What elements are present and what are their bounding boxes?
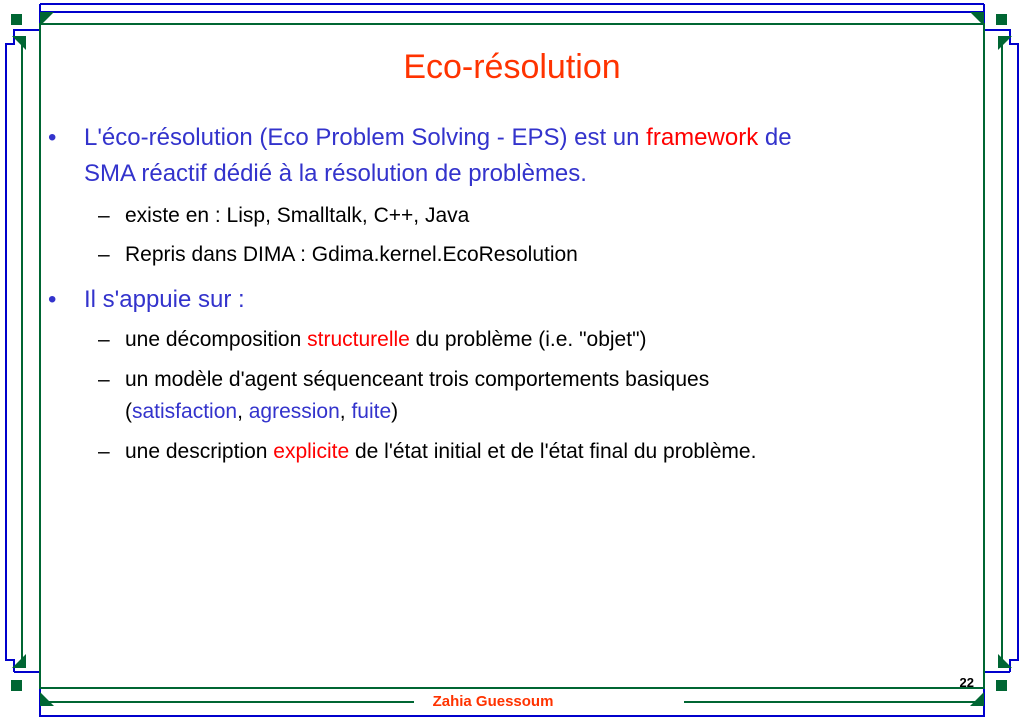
bullet-appuie [48, 282, 984, 318]
paren-close: ) [391, 400, 399, 423]
highlight-structurelle: structurelle [307, 328, 410, 351]
sub-bullet-text: une décomposition [125, 328, 308, 351]
sub-bullet-decomposition [98, 324, 985, 356]
sub-bullet-languages [98, 200, 985, 232]
dash-marker: – [98, 328, 110, 351]
bullet-eco-resolution [48, 120, 984, 192]
sub-bullet-agent-model [98, 364, 985, 428]
separator: , [339, 400, 352, 423]
bullet-marker: • [48, 124, 57, 151]
highlight-framework: framework [646, 124, 759, 151]
term-satisfaction: satisfaction [132, 400, 238, 423]
bullet-text-end: de [758, 124, 792, 151]
sub-bullet-description [98, 436, 985, 468]
term-fuite: fuite [351, 400, 392, 423]
dash-marker: – [98, 440, 110, 463]
sub-bullet-text-end: du problème (i.e. "objet") [409, 328, 647, 351]
sub-bullet-text: Repris dans DIMA : Gdima.kernel.EcoResolution [125, 243, 578, 266]
sub-bullet-dima [98, 239, 985, 271]
page-number: 22 [959, 675, 974, 690]
dash-marker: – [98, 243, 110, 266]
bullet-text: Il s'appuie sur : [84, 286, 245, 313]
highlight-explicite: explicite [273, 440, 350, 463]
slide-title: Eco-résolution [403, 48, 621, 86]
sub-bullet-text: un modèle d'agent séquenceant trois comportements basiques [125, 368, 710, 391]
sub-bullet-text: existe en : Lisp, Smalltalk, C++, Java [125, 204, 470, 227]
bullet-text: L'éco-résolution (Eco Problem Solving - EPS) est un [84, 124, 647, 151]
term-agression: agression [248, 400, 340, 423]
sub-bullet-text: une description [125, 440, 274, 463]
dash-marker: – [98, 368, 110, 391]
bullet-marker: • [48, 286, 57, 313]
dash-marker: – [98, 204, 110, 227]
paren-open: ( [125, 400, 132, 423]
bullet-text-line2: SMA réactif dédié à la résolution de problèmes. [84, 160, 587, 187]
separator: , [237, 400, 249, 423]
footer-author: Zahia Guessoum [432, 693, 554, 710]
sub-bullet-text-end: de l'état initial et de l'état final du problème. [349, 440, 757, 463]
